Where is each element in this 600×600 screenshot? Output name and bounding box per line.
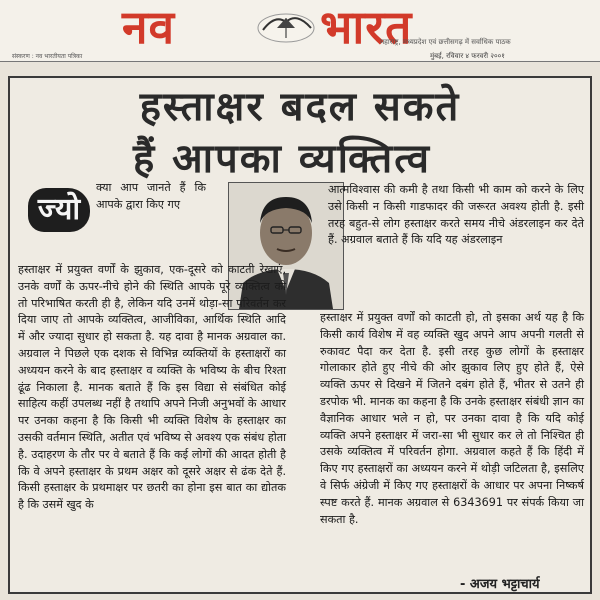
emblem-icon [255, 8, 317, 44]
masthead [0, 0, 600, 62]
column-right-top: आत्मविश्वास की कमी है तथा किसी भी काम को करने के लिए उसे किसी न किसी गाडफादर की जरूरत अवश्य होती है. इसी तरह बहुत-से लोग हस्ताक्षर करते समय नीचे अंडरलाइन कर देते हैं. अग्रवाल बताते हैं कि यदि यह अंडरलाइन [328, 183, 584, 247]
column-right-body: हस्ताक्षर में प्रयुक्त वर्णों को काटती हो, तो इसका अर्थ यह है कि किसी कार्य विशेष में वह व्यक्ति खुद अपने आप अपनी गलती से रुकावट पैदा कर देता है. इसी तरह कुछ लोगों के हस्ताक्षर गोलाकार होते हुए नीचे की ओर झुकाव लिए हुए होते हैं, ऐसे व्यक्ति ऊपर से दिखने में जितने दबंग होते हैं, भीतर से उतने ही डरपोक भी. मानक का कहना है कि उनके हस्ताक्षर संबंधी ज्ञान का वैज्ञानिक आधार भले न हो, पर उनका दावा है कि यदि कोई व्यक्ति अपने हस्ताक्षर में जरा-सा भी सुधार कर ले तो निश्चित ही उसके व्यक्तित्व में परिवर्तन होगा. अग्रवाल कहते हैं कि हिंदी में किए गए हस्ताक्षरों का अध्ययन करने में थोड़ी जटिलता है, इसलिए वे सिर्फ अंग्रेजी में किए गए हस्ताक्षरों के आधार पर अपना निष्कर्ष स्पष्ट करते हैं. मानक अग्रवाल से 6343691 पर संपर्क किया जा सकता है. [320, 311, 584, 526]
masthead-rule [0, 61, 600, 62]
logo-left: नव [122, 0, 176, 54]
dropcap-badge: ज्यो [28, 188, 90, 232]
headline-line-1: हस्ताक्षर बदल सकते [139, 84, 461, 130]
logo-right: भारत [320, 0, 413, 54]
column-left-body: हस्ताक्षर में प्रयुक्त वर्णों के झुकाव, एक-दूसरे को काटती रेखाएं, उनके वर्णों के ऊपर-नीचे होने की स्थिति आपके पूरे व्यक्तित्व को तो परिभाषित करती ही है, लेकिन यदि उनमें थोड़ा-सा परिवर्तन कर दिया जाए तो आपके व्यक्तित्व, आजीविका, आर्थिक स्थिति आदि में और ज्यादा सुधार हो सकता है. यह दावा है मानक अग्रवाल का. अग्रवाल ने पिछले एक दशक से विभिन्न व्यक्तियों के हस्ताक्षरों का अध्ययन करने के बाद हस्ताक्षर व व्यक्ति के भविष्य के बीच रिश्ता ढूंढ निकाला है. मानक बताते हैं कि इस विद्या से संबंधित कोई साहित्य कहीं उपलब्ध नहीं है तथापि अपने निजी अनुभवों के आधार पर उनका कहना है कि किसी भी व्यक्ति विशेष के हस्ताक्षर का उसकी वर्तमान स्थिति, अतीत एवं भविष्य से अवश्य एक संबंध होता है. उदाहरण के तौर पर वे बताते हैं कि कई लोगों की आदत होती है कि वे अपने हस्ताक्षर के प्रथम अक्षर को दूसरे अक्षर से ढंक देते हैं. किसी हस्ताक्षर के प्रथमाक्षर पर छतरी का होना इस बात का द्योतक है कि उसमें खुद के [18, 263, 286, 512]
column-left-intro: क्या आप जानते हैं कि आपके द्वारा किए गए [96, 181, 206, 211]
byline: - अजय भट्टाचार्य [460, 577, 540, 592]
headline-line-2: हैं आपका व्यक्तित्व [132, 136, 432, 182]
article-box [8, 76, 592, 594]
masthead-tagline: महाराष्ट्र, मध्यप्रदेश एवं छत्तीसगढ़ में सर्वाधिक पाठक [380, 38, 511, 46]
masthead-dateline: मुंबई, रविवार ४ फरवरी २००१ [430, 52, 505, 60]
masthead-credit: संस्करण : नव भारतीयता पत्रिका [12, 53, 83, 60]
